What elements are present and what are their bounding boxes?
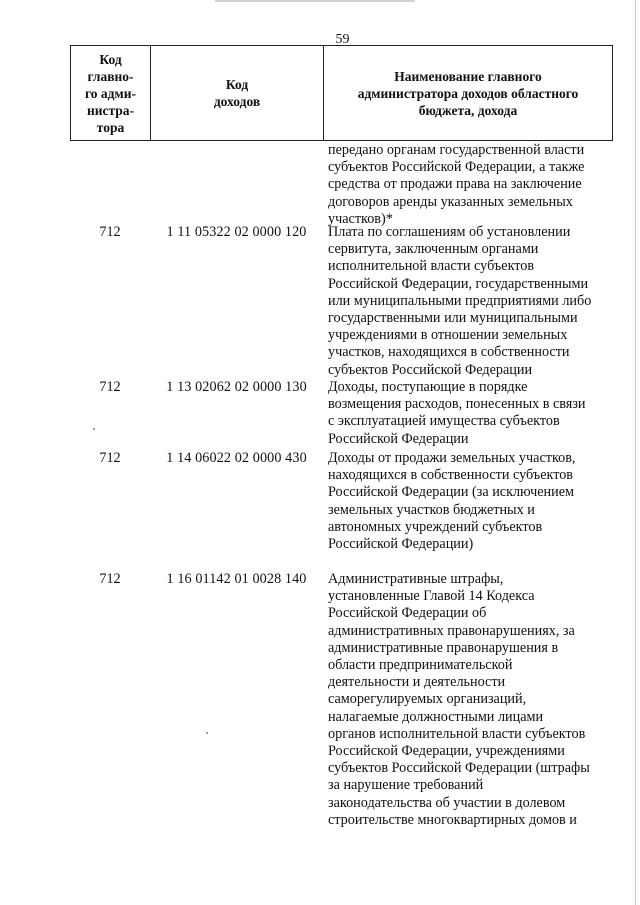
name-line: Доходы от продажи земельных участков, bbox=[328, 450, 576, 466]
scan-edge-right bbox=[635, 0, 636, 905]
name-line: налагаемые должностными лицами bbox=[328, 708, 544, 725]
row-income-code: 1 13 02062 02 0000 130 bbox=[166, 379, 307, 395]
header-name-line: администратора доходов областного bbox=[357, 85, 579, 101]
scan-speck bbox=[93, 428, 95, 430]
header-income-line: Код bbox=[225, 77, 249, 92]
name-line: возмещения расходов, понесенных в связи bbox=[328, 396, 586, 413]
row-name-cell bbox=[328, 450, 618, 553]
name-line: строительстве многоквартирных домов и bbox=[328, 811, 577, 828]
row-income-code: 1 11 05322 02 0000 120 bbox=[166, 224, 307, 240]
name-line: субъектов Российской Федерации, а также bbox=[328, 159, 585, 176]
name-line: Российской Федерации, государственными bbox=[328, 275, 589, 292]
row-admin-code: 712 bbox=[99, 224, 121, 240]
name-line: Плата по соглашениям об установлении bbox=[328, 224, 571, 240]
name-line: субъектов Российской Федерации (штрафы bbox=[328, 760, 590, 777]
row-name-cell bbox=[328, 142, 618, 228]
name-line: земельных участков бюджетных и bbox=[328, 501, 535, 518]
header-admin-line: тора bbox=[96, 119, 125, 135]
row-admin-code: 712 bbox=[99, 450, 121, 466]
name-line: сервитута, заключенным органами bbox=[328, 241, 539, 258]
row-admin-code: 712 bbox=[99, 571, 121, 587]
name-line: Доходы, поступающие в порядке bbox=[328, 379, 528, 395]
name-line: или муниципальными предприятиями либо bbox=[328, 292, 592, 309]
name-line: автономных учреждений субъектов bbox=[328, 518, 543, 535]
header-admin-line: го адми- bbox=[85, 85, 136, 101]
name-line: договоров аренды указанных земельных bbox=[328, 193, 573, 210]
name-line: субъектов Российской Федерации bbox=[328, 361, 533, 378]
name-line: деятельности и деятельности bbox=[328, 674, 506, 691]
name-line: участков, находящихся в собственности bbox=[328, 344, 570, 361]
row-income-code: 1 16 01142 01 0028 140 bbox=[166, 571, 307, 587]
name-line: передано органам государственной власти bbox=[328, 142, 585, 158]
header-income-code bbox=[151, 46, 324, 140]
name-line: участков)* bbox=[328, 210, 393, 227]
name-line: саморегулируемых организаций, bbox=[328, 691, 527, 708]
row-name-cell bbox=[328, 379, 618, 448]
scan-artifact-top bbox=[215, 0, 415, 2]
name-line: Российской Федерации (за исключением bbox=[328, 484, 575, 501]
name-line: законодательства об участии в долевом bbox=[328, 794, 566, 811]
header-admin-line: нистра- bbox=[86, 102, 135, 118]
row-name-cell bbox=[328, 571, 618, 829]
name-line: Административные штрафы, bbox=[328, 571, 504, 587]
name-line: за нарушение требований bbox=[328, 777, 484, 794]
header-name-line: бюджета, дохода bbox=[418, 102, 518, 118]
header-admin-code bbox=[71, 46, 151, 140]
row-admin-code: 712 bbox=[99, 379, 121, 395]
name-line: Российской Федерации) bbox=[328, 536, 474, 553]
name-line: Российской Федерации об bbox=[328, 605, 487, 622]
scan-speck bbox=[206, 732, 208, 734]
header-income-line: доходов bbox=[213, 94, 261, 109]
header-name bbox=[324, 46, 612, 140]
header-admin-line: Код bbox=[99, 51, 122, 67]
name-line: административных правонарушениях, за bbox=[328, 622, 575, 639]
name-line: Российской Федерации, учреждениями bbox=[328, 743, 565, 760]
name-line: средства от продажи права на заключение bbox=[328, 176, 582, 193]
table-header bbox=[70, 45, 613, 141]
name-line: с эксплуатацией имущества субъектов bbox=[328, 413, 560, 430]
page-number: 59 bbox=[335, 32, 350, 47]
name-line: исполнительной власти субъектов bbox=[328, 258, 535, 275]
header-name-line: Наименование главного bbox=[394, 68, 542, 84]
header-admin-line: главно- bbox=[87, 68, 134, 84]
row-income-code: 1 14 06022 02 0000 430 bbox=[166, 450, 307, 466]
name-line: государственными или муниципальными bbox=[328, 310, 578, 327]
name-line: органов исполнительной власти субъектов bbox=[328, 725, 586, 742]
name-line: Российской Федерации bbox=[328, 430, 469, 447]
name-line: учреждениями в отношении земельных bbox=[328, 327, 568, 344]
name-line: установленные Главой 14 Кодекса bbox=[328, 588, 535, 605]
name-line: административные правонарушения в bbox=[328, 639, 559, 656]
row-name-cell bbox=[328, 224, 618, 379]
name-line: находящихся в собственности субъектов bbox=[328, 467, 574, 484]
name-line: области предпринимательской bbox=[328, 657, 513, 674]
